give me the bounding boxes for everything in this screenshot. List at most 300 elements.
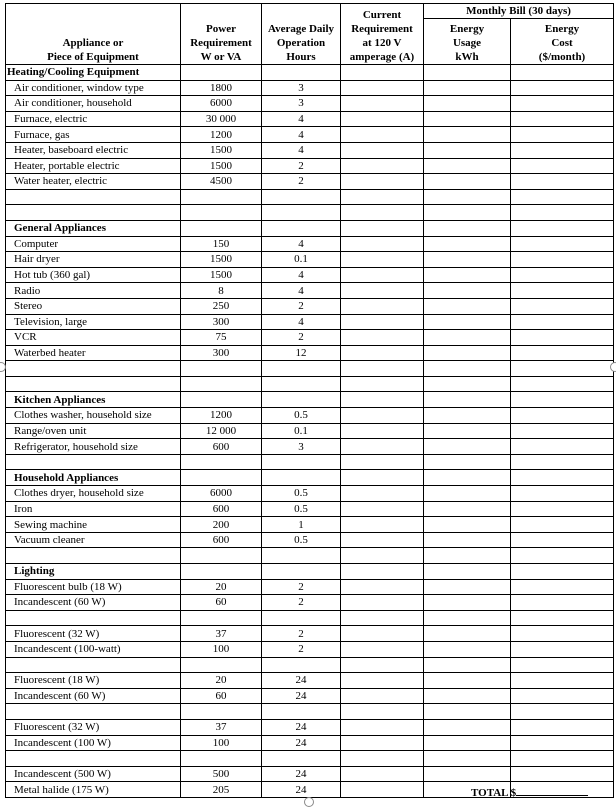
energy-cost-header [511, 19, 614, 65]
current-cell[interactable] [341, 96, 424, 112]
current-header-line-1: Current [362, 9, 402, 21]
appliance-name: Incandescent (500 W) [6, 766, 181, 782]
table-row [6, 314, 614, 330]
power-value: 100 [181, 641, 262, 657]
table-row [6, 641, 614, 657]
energy-cost-cell[interactable] [511, 142, 614, 158]
table-row [6, 345, 614, 361]
empty-cell [181, 548, 262, 564]
hours-header-line-2: Operation [276, 37, 326, 49]
table-row [6, 595, 614, 611]
hours-value: 0.5 [262, 532, 341, 548]
energy-cost-cell[interactable] [511, 548, 614, 564]
appliance-name: Hot tub (360 gal) [6, 267, 181, 283]
hours-value: 24 [262, 673, 341, 689]
energy-cost-cell[interactable] [511, 127, 614, 143]
current-cell[interactable] [341, 267, 424, 283]
hours-value: 0.5 [262, 501, 341, 517]
hours-value: 3 [262, 96, 341, 112]
power-value: 12 000 [181, 423, 262, 439]
table-row [6, 673, 614, 689]
empty-cell [6, 205, 181, 221]
appliance-name: Fluorescent (18 W) [6, 673, 181, 689]
appliance-name: Computer [6, 236, 181, 252]
energy-usage-cell[interactable] [424, 486, 511, 502]
blank-row [6, 704, 614, 720]
energy-usage-cell[interactable] [424, 657, 511, 673]
energy-usage-cell[interactable] [424, 330, 511, 346]
table-row [6, 267, 614, 283]
energy-cost-cell[interactable] [511, 439, 614, 455]
section-title: Household Appliances [6, 470, 181, 486]
hours-value: 24 [262, 688, 341, 704]
appliance-name: Incandescent (60 W) [6, 688, 181, 704]
empty-cell [262, 610, 341, 626]
table-row [6, 735, 614, 751]
power-value: 150 [181, 236, 262, 252]
appliance-name: Fluorescent (32 W) [6, 626, 181, 642]
empty-cell [6, 376, 181, 392]
hours-value: 24 [262, 735, 341, 751]
energy-cost-cell[interactable] [511, 719, 614, 735]
energy-cost-cell[interactable] [511, 361, 614, 377]
energy-usage-cell[interactable] [424, 579, 511, 595]
current-cell[interactable] [341, 439, 424, 455]
section-header-row [6, 564, 614, 580]
total-label: TOTAL $ [471, 787, 517, 799]
current-cell[interactable] [341, 252, 424, 268]
energy-cost-cell[interactable] [511, 174, 614, 190]
energy-usage-cell[interactable] [424, 345, 511, 361]
energy-cost-cell[interactable] [511, 267, 614, 283]
empty-cell [181, 704, 262, 720]
table-row [6, 501, 614, 517]
hours-value: 2 [262, 174, 341, 190]
current-cell[interactable] [341, 486, 424, 502]
appliance-name: Radio [6, 283, 181, 299]
power-value: 300 [181, 345, 262, 361]
power-value: 1500 [181, 142, 262, 158]
blank-row [6, 548, 614, 564]
energy-cost-cell[interactable] [511, 532, 614, 548]
blank-row [6, 657, 614, 673]
appliance-name: Clothes washer, household size [6, 408, 181, 424]
energy-cost-cell[interactable] [511, 704, 614, 720]
section-title: Heating/Cooling Equipment [6, 65, 181, 81]
section-header-row [6, 470, 614, 486]
appliance-name: Vacuum cleaner [6, 532, 181, 548]
empty-cell [262, 751, 341, 767]
energy-usage-cell[interactable] [424, 80, 511, 96]
energy-usage-cell[interactable] [424, 65, 511, 81]
energy-cost-cell[interactable] [511, 751, 614, 767]
energy-usage-cell[interactable] [424, 283, 511, 299]
cost-header-line-3: ($/month) [538, 51, 586, 63]
power-value: 1500 [181, 252, 262, 268]
power-value: 1200 [181, 408, 262, 424]
energy-usage-cell[interactable] [424, 673, 511, 689]
current-cell[interactable] [341, 454, 424, 470]
energy-usage-cell[interactable] [424, 111, 511, 127]
appliance-name: Furnace, electric [6, 111, 181, 127]
energy-usage-cell[interactable] [424, 174, 511, 190]
current-cell[interactable] [341, 298, 424, 314]
energy-usage-cell[interactable] [424, 564, 511, 580]
energy-cost-cell[interactable] [511, 345, 614, 361]
blank-row [6, 454, 614, 470]
hours-value: 0.5 [262, 486, 341, 502]
energy-cost-cell[interactable] [511, 501, 614, 517]
appliance-name: Water heater, electric [6, 174, 181, 190]
energy-usage-cell[interactable] [424, 252, 511, 268]
energy-cost-cell[interactable] [511, 595, 614, 611]
empty-cell [181, 454, 262, 470]
blank-row [6, 610, 614, 626]
current-cell[interactable] [341, 408, 424, 424]
table-row [6, 626, 614, 642]
energy-usage-cell[interactable] [424, 641, 511, 657]
hours-value: 2 [262, 298, 341, 314]
energy-usage-cell[interactable] [424, 719, 511, 735]
table-row [6, 80, 614, 96]
hours-value: 3 [262, 80, 341, 96]
energy-cost-cell[interactable] [511, 236, 614, 252]
energy-cost-cell[interactable] [511, 641, 614, 657]
empty-cell [262, 454, 341, 470]
current-cell[interactable] [341, 766, 424, 782]
current-cell[interactable] [341, 704, 424, 720]
power-value: 500 [181, 766, 262, 782]
energy-cost-cell[interactable] [511, 408, 614, 424]
energy-usage-cell[interactable] [424, 127, 511, 143]
energy-cost-cell[interactable] [511, 252, 614, 268]
table-row [6, 252, 614, 268]
power-header-line-2: Requirement [190, 37, 252, 49]
hours-value: 4 [262, 283, 341, 299]
appliance-name: Fluorescent bulb (18 W) [6, 579, 181, 595]
current-cell[interactable] [341, 80, 424, 96]
energy-usage-cell[interactable] [424, 595, 511, 611]
energy-usage-cell[interactable] [424, 267, 511, 283]
energy-usage-cell[interactable] [424, 96, 511, 112]
appliance-name: Refrigerator, household size [6, 439, 181, 455]
energy-usage-cell[interactable] [424, 454, 511, 470]
current-cell[interactable] [341, 111, 424, 127]
current-cell[interactable] [341, 330, 424, 346]
empty-cell [6, 548, 181, 564]
current-cell[interactable] [341, 345, 424, 361]
power-value: 1500 [181, 158, 262, 174]
energy-usage-cell[interactable] [424, 517, 511, 533]
hours-header-line-3: Hours [286, 51, 316, 63]
blank-row [6, 376, 614, 392]
current-cell[interactable] [341, 688, 424, 704]
energy-cost-cell[interactable] [511, 657, 614, 673]
energy-usage-cell[interactable] [424, 766, 511, 782]
hours-value: 4 [262, 267, 341, 283]
appliance-name: Range/oven unit [6, 423, 181, 439]
table-row [6, 408, 614, 424]
current-cell[interactable] [341, 392, 424, 408]
energy-usage-cell[interactable] [424, 205, 511, 221]
energy-usage-cell[interactable] [424, 298, 511, 314]
current-cell[interactable] [341, 174, 424, 190]
hours-value: 2 [262, 626, 341, 642]
current-cell[interactable] [341, 782, 424, 798]
hours-value: 4 [262, 127, 341, 143]
energy-cost-cell[interactable] [511, 610, 614, 626]
current-cell[interactable] [341, 719, 424, 735]
energy-cost-cell[interactable] [511, 80, 614, 96]
energy-header-line-3: kWh [455, 51, 479, 63]
current-cell[interactable] [341, 641, 424, 657]
energy-usage-header [424, 19, 511, 65]
current-cell[interactable] [341, 361, 424, 377]
energy-cost-cell[interactable] [511, 564, 614, 580]
section-header-row [6, 220, 614, 236]
current-cell[interactable] [341, 595, 424, 611]
current-cell[interactable] [341, 376, 424, 392]
energy-usage-cell[interactable] [424, 142, 511, 158]
energy-cost-cell[interactable] [511, 189, 614, 205]
current-cell[interactable] [341, 610, 424, 626]
hours-column-header [262, 4, 341, 65]
energy-cost-cell[interactable] [511, 673, 614, 689]
empty-cell [262, 704, 341, 720]
power-value: 6000 [181, 486, 262, 502]
table-row [6, 298, 614, 314]
energy-usage-cell[interactable] [424, 392, 511, 408]
table-row [6, 330, 614, 346]
energy-cost-cell[interactable] [511, 766, 614, 782]
power-value: 30 000 [181, 111, 262, 127]
empty-cell [262, 361, 341, 377]
appliance-name: Television, large [6, 314, 181, 330]
appliance-table [5, 3, 614, 798]
section-header-row [6, 65, 614, 81]
energy-usage-cell[interactable] [424, 735, 511, 751]
total-field [471, 784, 588, 799]
current-header-line-2: Requirement [351, 23, 413, 35]
current-cell[interactable] [341, 501, 424, 517]
current-cell[interactable] [341, 470, 424, 486]
hours-value: 2 [262, 579, 341, 595]
table-row [6, 766, 614, 782]
energy-usage-cell[interactable] [424, 704, 511, 720]
empty-cell [6, 454, 181, 470]
empty-cell [6, 657, 181, 673]
current-cell[interactable] [341, 236, 424, 252]
empty-cell [262, 189, 341, 205]
appliance-name: VCR [6, 330, 181, 346]
energy-usage-cell[interactable] [424, 236, 511, 252]
cost-header-line-1: Energy [544, 23, 580, 35]
power-value: 205 [181, 782, 262, 798]
power-value: 20 [181, 673, 262, 689]
empty-cell [181, 564, 262, 580]
hours-value: 24 [262, 766, 341, 782]
appliance-name: Incandescent (100-watt) [6, 641, 181, 657]
table-row [6, 158, 614, 174]
energy-cost-cell[interactable] [511, 735, 614, 751]
empty-cell [262, 548, 341, 564]
empty-cell [6, 751, 181, 767]
appliance-name: Air conditioner, window type [6, 80, 181, 96]
total-input-line[interactable] [516, 784, 588, 796]
table-row [6, 423, 614, 439]
current-cell[interactable] [341, 314, 424, 330]
hours-value: 24 [262, 782, 341, 798]
hours-value: 0.1 [262, 252, 341, 268]
energy-cost-cell[interactable] [511, 65, 614, 81]
current-cell[interactable] [341, 626, 424, 642]
empty-cell [181, 392, 262, 408]
current-cell[interactable] [341, 205, 424, 221]
energy-usage-cell[interactable] [424, 470, 511, 486]
header-row-top [6, 4, 614, 19]
right-resize-handle[interactable] [610, 362, 616, 372]
energy-cost-cell[interactable] [511, 376, 614, 392]
current-cell[interactable] [341, 548, 424, 564]
power-value: 1200 [181, 127, 262, 143]
energy-cost-cell[interactable] [511, 486, 614, 502]
appliance-name: Clothes dryer, household size [6, 486, 181, 502]
power-value: 60 [181, 688, 262, 704]
energy-usage-cell[interactable] [424, 688, 511, 704]
blank-row [6, 189, 614, 205]
table-row [6, 579, 614, 595]
energy-cost-cell[interactable] [511, 423, 614, 439]
energy-cost-cell[interactable] [511, 454, 614, 470]
hours-value: 2 [262, 641, 341, 657]
energy-usage-cell[interactable] [424, 189, 511, 205]
energy-cost-cell[interactable] [511, 111, 614, 127]
empty-cell [6, 704, 181, 720]
energy-usage-cell[interactable] [424, 751, 511, 767]
current-cell[interactable] [341, 673, 424, 689]
table-row [6, 111, 614, 127]
table-row [6, 127, 614, 143]
empty-cell [181, 189, 262, 205]
current-cell[interactable] [341, 142, 424, 158]
table-row [6, 439, 614, 455]
energy-cost-cell[interactable] [511, 579, 614, 595]
hours-value: 4 [262, 236, 341, 252]
energy-cost-cell[interactable] [511, 470, 614, 486]
appliance-name: Furnace, gas [6, 127, 181, 143]
hours-value: 2 [262, 158, 341, 174]
energy-cost-cell[interactable] [511, 220, 614, 236]
current-cell[interactable] [341, 579, 424, 595]
appliance-name: Sewing machine [6, 517, 181, 533]
energy-cost-cell[interactable] [511, 298, 614, 314]
appliance-table-body [6, 65, 614, 798]
energy-usage-cell[interactable] [424, 439, 511, 455]
current-cell[interactable] [341, 220, 424, 236]
current-cell[interactable] [341, 189, 424, 205]
section-title: Kitchen Appliances [6, 392, 181, 408]
current-cell[interactable] [341, 657, 424, 673]
energy-usage-cell[interactable] [424, 501, 511, 517]
power-header-line-1: Power [206, 23, 236, 35]
energy-usage-cell[interactable] [424, 376, 511, 392]
current-cell[interactable] [341, 564, 424, 580]
empty-cell [181, 751, 262, 767]
energy-cost-cell[interactable] [511, 158, 614, 174]
monthly-bill-header: Monthly Bill (30 days) [424, 4, 614, 19]
current-header-line-4: amperage (A) [349, 51, 415, 63]
hours-value: 4 [262, 314, 341, 330]
table-row [6, 486, 614, 502]
appliance-name: Waterbed heater [6, 345, 181, 361]
energy-cost-cell[interactable] [511, 392, 614, 408]
table-row [6, 283, 614, 299]
current-cell[interactable] [341, 751, 424, 767]
current-cell[interactable] [341, 158, 424, 174]
appliance-name: Metal halide (175 W) [6, 782, 181, 798]
energy-usage-cell[interactable] [424, 408, 511, 424]
current-cell[interactable] [341, 517, 424, 533]
energy-usage-cell[interactable] [424, 423, 511, 439]
energy-usage-cell[interactable] [424, 158, 511, 174]
energy-usage-cell[interactable] [424, 314, 511, 330]
energy-cost-cell[interactable] [511, 96, 614, 112]
current-cell[interactable] [341, 423, 424, 439]
energy-cost-cell[interactable] [511, 283, 614, 299]
energy-usage-cell[interactable] [424, 361, 511, 377]
energy-cost-cell[interactable] [511, 626, 614, 642]
power-value: 37 [181, 719, 262, 735]
power-value: 6000 [181, 96, 262, 112]
empty-cell [6, 361, 181, 377]
appliance-name: Fluorescent (32 W) [6, 719, 181, 735]
appliance-header-line-2: Piece of Equipment [47, 51, 139, 63]
energy-usage-cell[interactable] [424, 532, 511, 548]
table-row [6, 174, 614, 190]
energy-cost-cell[interactable] [511, 688, 614, 704]
current-cell[interactable] [341, 283, 424, 299]
energy-cost-cell[interactable] [511, 517, 614, 533]
empty-cell [262, 657, 341, 673]
energy-cost-cell[interactable] [511, 205, 614, 221]
power-value: 1500 [181, 267, 262, 283]
power-value: 250 [181, 298, 262, 314]
current-cell[interactable] [341, 735, 424, 751]
appliance-header-line-1: Appliance or [62, 37, 124, 49]
bottom-resize-handle[interactable] [304, 797, 314, 807]
empty-cell [262, 564, 341, 580]
energy-usage-cell[interactable] [424, 220, 511, 236]
power-value: 1800 [181, 80, 262, 96]
power-value: 8 [181, 283, 262, 299]
energy-usage-cell[interactable] [424, 626, 511, 642]
current-column-header [341, 4, 424, 65]
appliance-name: Heater, baseboard electric [6, 142, 181, 158]
energy-cost-cell[interactable] [511, 330, 614, 346]
empty-cell [181, 220, 262, 236]
energy-cost-cell[interactable] [511, 314, 614, 330]
appliance-name: Incandescent (60 W) [6, 595, 181, 611]
empty-cell [262, 376, 341, 392]
hours-header-line-1: Average Daily [267, 23, 335, 35]
current-cell[interactable] [341, 127, 424, 143]
current-cell[interactable] [341, 65, 424, 81]
energy-usage-cell[interactable] [424, 548, 511, 564]
section-title: Lighting [6, 564, 181, 580]
current-cell[interactable] [341, 532, 424, 548]
energy-usage-cell[interactable] [424, 610, 511, 626]
appliance-column-header [6, 4, 181, 65]
